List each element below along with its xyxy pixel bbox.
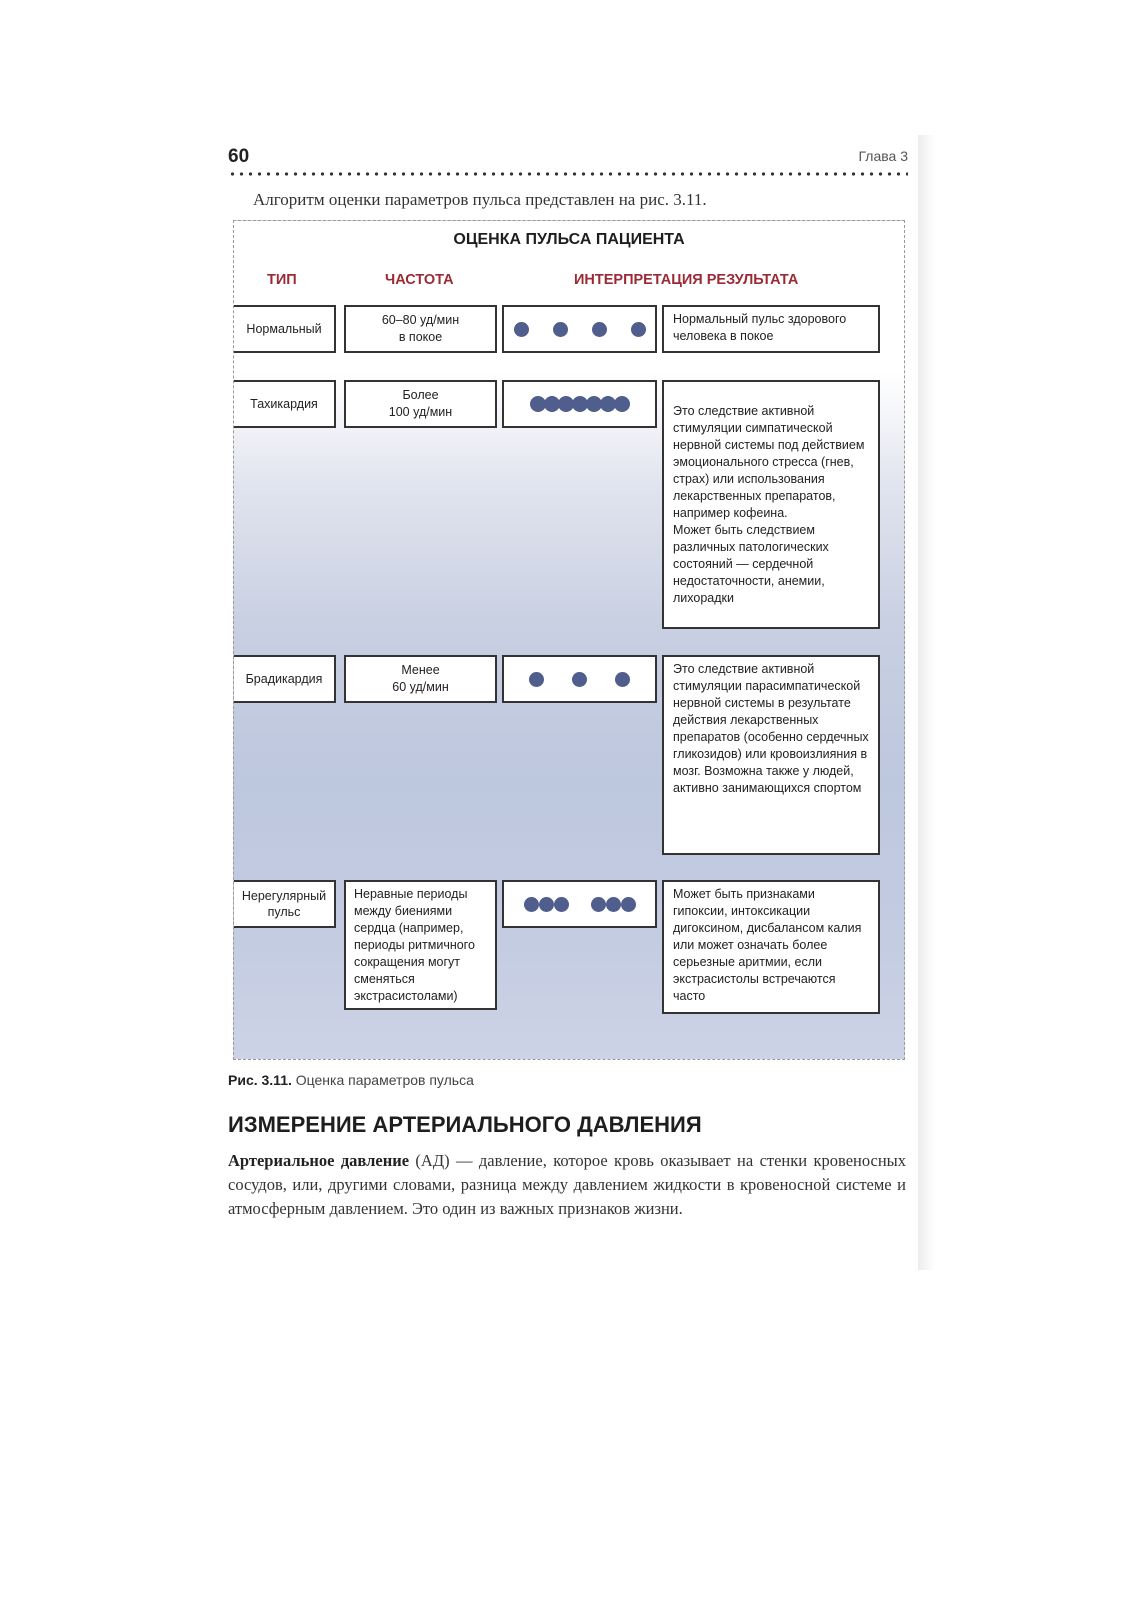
page-edge-shadow	[918, 135, 936, 1270]
column-header-interpretation: ИНТЕРПРЕТАЦИЯ РЕЗУЛЬТАТА	[574, 272, 799, 288]
frequency-text: Неравные периоды между биениями сердца (например, периоды ритмичного сокращения могут сменяться экстрасистолами)	[354, 887, 475, 1003]
interpretation-cell	[662, 880, 880, 1014]
column-header-frequency: ЧАСТОТА	[385, 272, 454, 288]
pulse-assessment-figure	[233, 220, 905, 1060]
beat-dot	[631, 322, 646, 337]
defined-term: Артериальное давление	[228, 1151, 410, 1170]
beat-pattern-tachycardia	[502, 380, 657, 428]
type-cell	[233, 380, 336, 428]
chapter-label: Глава 3	[858, 148, 908, 164]
interpretation-text: Это следствие активной стимуляции симпатической нервной системы под действием эмоционального стресса (гнев, страх) или использования лекарственных препаратов, например кофеина. Может быть следствием различных патологических состояний — сердечной недостаточности, анемии, лихорадки	[673, 404, 865, 605]
type-label: Тахикардия	[250, 396, 318, 411]
type-label: Нормальный	[246, 321, 322, 336]
beat-dot	[553, 322, 568, 337]
figure-title: ОЦЕНКА ПУЛЬСА ПАЦИЕНТА	[453, 231, 685, 248]
page-number: 60	[228, 146, 250, 167]
beat-pattern-bradycardia	[502, 655, 657, 703]
beat-pattern-normal	[502, 305, 657, 353]
type-label: Нерегулярный пульс	[241, 889, 327, 919]
frequency-cell	[344, 305, 497, 353]
beat-dot	[591, 897, 606, 912]
type-label: Брадикардия	[245, 671, 323, 686]
dotted-divider	[228, 172, 908, 176]
body-paragraph	[228, 1149, 906, 1221]
section-heading: ИЗМЕРЕНИЕ АРТЕРИАЛЬНОГО ДАВЛЕНИЯ	[228, 1112, 702, 1137]
interpretation-text: Это следствие активной стимуляции парасимпатической нервной системы в результате действия лекарственных препаратов (особенно сердечных гликозидов) или кровоизлияния в мозг. Возможна также у людей, активно занимающихся спортом	[673, 662, 869, 795]
beat-dot	[524, 897, 539, 912]
frequency-cell	[344, 380, 497, 428]
column-header-type: ТИП	[267, 272, 297, 288]
beat-dot	[529, 672, 544, 687]
beat-dot	[572, 672, 587, 687]
beat-dot	[606, 897, 621, 912]
type-cell	[233, 305, 336, 353]
frequency-text: Более 100 уд/мин	[388, 388, 453, 419]
beat-dot	[592, 322, 607, 337]
running-head	[228, 146, 908, 170]
beat-dot	[554, 897, 569, 912]
beat-dot	[539, 897, 554, 912]
interpretation-text: Нормальный пульс здорового человека в покое	[673, 312, 847, 343]
beat-dot	[621, 897, 636, 912]
beat-pattern-irregular	[502, 880, 657, 928]
beat-dot	[614, 396, 630, 412]
figure-caption	[228, 1072, 474, 1088]
interpretation-cell	[662, 380, 880, 629]
type-cell	[233, 655, 336, 703]
frequency-cell	[344, 655, 497, 703]
intro-text: Алгоритм оценки параметров пульса представлен на рис. 3.11.	[253, 190, 707, 209]
beat-dot	[514, 322, 529, 337]
interpretation-text: Может быть признаками гипоксии, интоксикации дигоксином, дисбалансом калия или может означать более серьезные аритмии, если экстрасистолы встречаются часто	[673, 887, 862, 1003]
caption-label: Рис. 3.11.	[228, 1072, 292, 1088]
frequency-text: Менее 60 уд/мин	[392, 663, 449, 694]
caption-text: Оценка параметров пульса	[291, 1072, 474, 1088]
type-cell	[233, 880, 336, 928]
frequency-cell	[344, 880, 497, 1010]
definition-text: (АД) — давление, которое кровь оказывает на стенки кровеносных сосудов, или, другими словами, разница между давлением жидкости в кровеносной системе и атмосферным давлением. Это один из важных признаков жизни.	[228, 1151, 906, 1218]
interpretation-cell	[662, 655, 880, 855]
frequency-text: 60–80 уд/мин в покое	[381, 313, 460, 344]
beat-dot	[615, 672, 630, 687]
interpretation-cell	[662, 305, 880, 353]
